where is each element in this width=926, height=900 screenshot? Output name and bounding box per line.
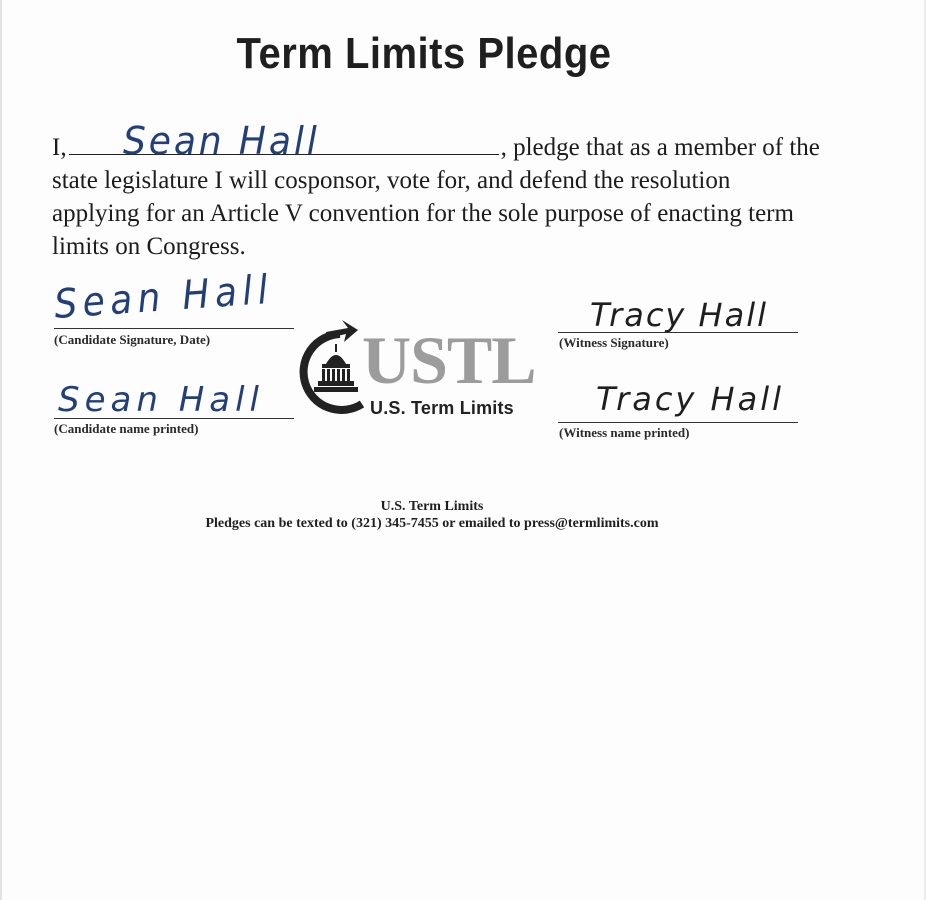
candidate-name-handwritten: Sean Hall <box>122 119 320 163</box>
candidate-printed-line <box>54 418 294 419</box>
ustl-logo <box>296 320 552 424</box>
candidate-signature-label: (Candidate Signature, Date) <box>54 332 211 347</box>
candidate-signature: Sean Hall <box>52 266 275 328</box>
logo-name: U.S. Term Limits <box>370 398 514 418</box>
footer-org: U.S. Term Limits <box>380 499 484 514</box>
document-title: Term Limits Pledge <box>236 30 612 78</box>
witness-printed-name: Tracy Hall <box>596 380 784 418</box>
witness-printed-line <box>558 422 798 423</box>
pledge-prefix: I, <box>52 134 67 161</box>
candidate-signature-line <box>54 328 294 329</box>
witness-printed-label: (Witness name printed) <box>559 425 690 440</box>
witness-signature-line <box>558 332 798 333</box>
footer-contact: Pledges can be texted to (321) 345-7455 or emailed to press@termlimits.com <box>205 516 659 531</box>
witness-signature: Tracy Hall <box>590 296 768 334</box>
witness-signature-label: (Witness Signature) <box>559 335 669 350</box>
pledge-text <box>52 119 822 263</box>
pledge-body: , pledge that as a member of the state legislature I will cosponsor, vote for, and defend the resolution applying for an Article V convention for the sole purpose of enacting term limits on Congress. <box>52 134 820 260</box>
footer <box>2 498 862 532</box>
candidate-name-blank <box>69 119 499 163</box>
candidate-printed-label: (Candidate name printed) <box>54 421 199 436</box>
candidate-printed-name: Sean Hall <box>58 380 264 420</box>
logo-monogram: USTL <box>362 322 536 398</box>
